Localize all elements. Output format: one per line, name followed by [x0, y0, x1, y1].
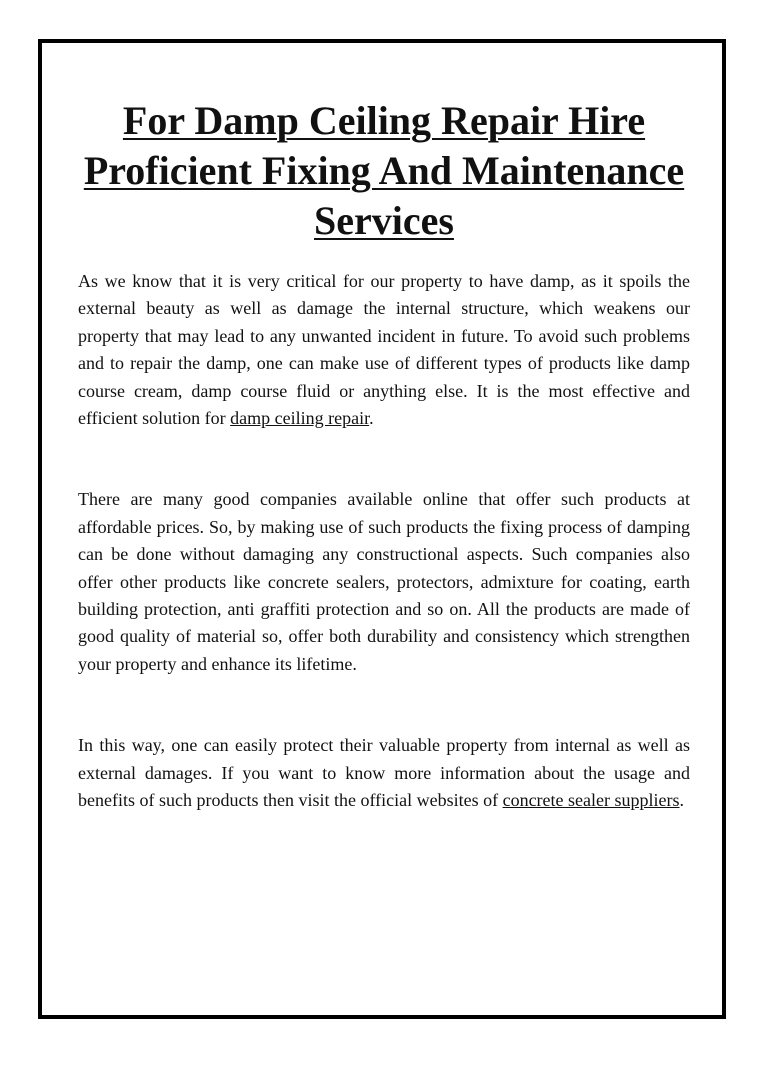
paragraph-1 [78, 268, 690, 432]
paragraph-3-text: In this way, one can easily protect their valuable property from internal as well as external damages. If you want to know more information about the usage and benefits of such products then visit the official websites of [78, 735, 690, 811]
document-title: For Damp Ceiling Repair Hire Proficient Fixing And Maintenance Services [83, 98, 685, 243]
paragraph-3 [78, 732, 690, 814]
damp-ceiling-repair-link[interactable]: damp ceiling repair [230, 408, 370, 429]
paragraph-1-text: As we know that it is very critical for our property to have damp, as it spoils the external beauty as well as damage the internal structure, which weakens our property that may lead to any unwanted incident in future. To avoid such problems and to repair the damp, one can make use of different types of products like damp course cream, damp course fluid or anything else. It is the most effective and efficient solution for [78, 271, 690, 429]
document-content [78, 96, 690, 815]
paragraph-3-ending: . [679, 790, 684, 811]
paragraph-1-ending: . [369, 408, 374, 429]
paragraph-2: There are many good companies available online that offer such products at affordable prices. So, by making use of such products the fixing process of damping can be done without damaging any constructional aspects. Such companies also offer other products like concrete sealers, protectors, admixture for coating, earth building protection, anti graffiti protection and so on. All the products are made of good quality of material so, offer both durability and consistency which strengthen your property and enhance its lifetime. [78, 489, 690, 674]
concrete-sealer-suppliers-link[interactable]: concrete sealer suppliers [502, 790, 680, 811]
